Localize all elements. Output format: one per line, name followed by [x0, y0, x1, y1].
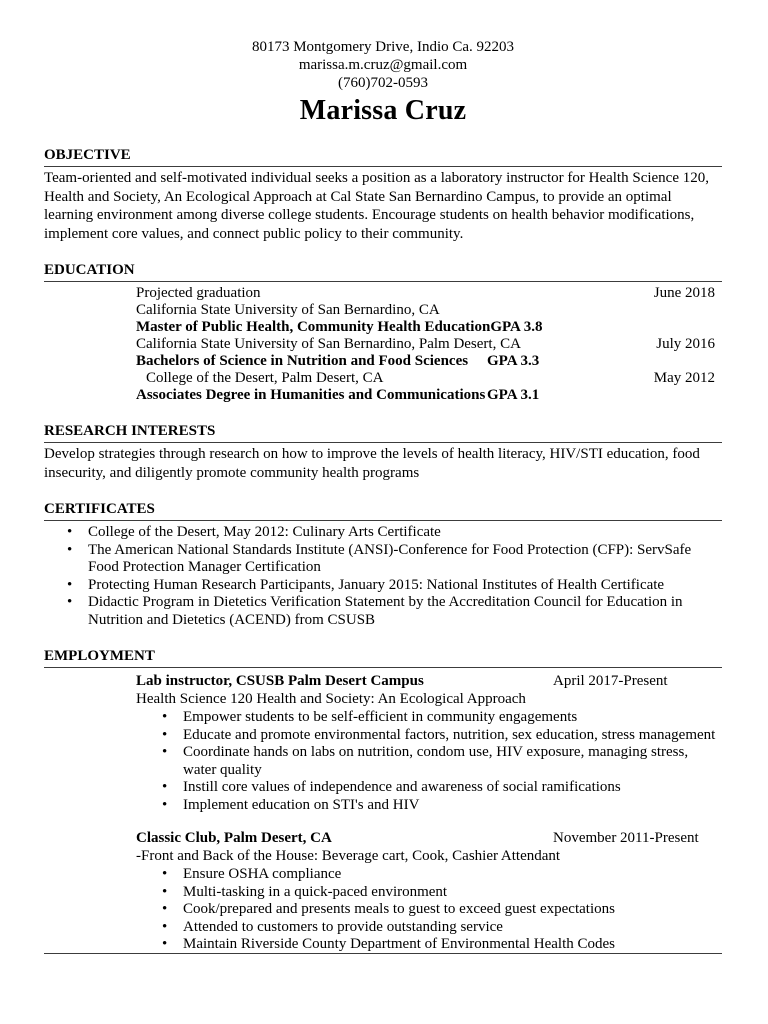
education-entry-text: Projected graduation	[136, 285, 261, 301]
education-degree: Master of Public Health, Community Health Education	[136, 319, 491, 335]
education-row	[136, 285, 722, 302]
job-entry	[136, 829, 722, 954]
job-title: Lab instructor, CSUSB Palm Desert Campus	[136, 673, 424, 689]
education-date: June 2018	[653, 285, 715, 301]
certificate-item: • College of the Desert, May 2012: Culinary Arts Certificate	[65, 524, 722, 542]
education-entry-text: California State University of San Bernardino, CA	[136, 302, 440, 318]
job-date: April 2017-Present	[553, 673, 668, 689]
education-date: July 2016	[656, 336, 715, 352]
certificates-heading: CERTIFICATES	[44, 500, 722, 521]
job-bullet: • Educate and promote environmental factors, nutrition, sex education, stress management	[160, 727, 722, 745]
research-interests-heading: RESEARCH INTERESTS	[44, 422, 722, 443]
job-bullet: • Implement education on STI's and HIV	[160, 797, 722, 815]
job-bullet-list	[160, 709, 722, 814]
phone-line: (760)702-0593	[338, 75, 428, 91]
education-row	[136, 302, 722, 319]
education-row	[136, 319, 722, 336]
objective-section	[44, 146, 722, 243]
job-bullet: • Multi-tasking in a quick-paced environment	[160, 884, 722, 902]
education-gpa: GPA 3.8	[490, 319, 543, 335]
education-gpa: GPA 3.3	[487, 353, 540, 369]
certificates-list	[65, 524, 722, 629]
job-subtitle: Health Science 120 Health and Society: An Ecological Approach	[136, 691, 526, 707]
job-bullet-list	[160, 866, 722, 954]
employment-section	[44, 647, 722, 954]
address-line: 80173 Montgomery Drive, Indio Ca. 92203	[251, 39, 515, 55]
job-entry	[136, 672, 722, 814]
job-bullet: • Ensure OSHA compliance	[160, 866, 722, 884]
education-heading: EDUCATION	[44, 261, 722, 282]
education-row	[136, 370, 722, 387]
contact-header	[44, 38, 722, 128]
education-degree: Associates Degree in Humanities and Communications	[136, 387, 486, 403]
education-entry-text: California State University of San Bernardino, Palm Desert, CA	[136, 336, 521, 352]
job-header	[136, 829, 722, 847]
education-degree: Bachelors of Science in Nutrition and Food Sciences	[136, 353, 469, 369]
certificates-section	[44, 500, 722, 629]
job-header	[136, 672, 722, 690]
education-row	[136, 336, 722, 353]
job-title: Classic Club, Palm Desert, CA	[136, 830, 332, 846]
objective-text: Team-oriented and self-motivated individual seeks a position as a laboratory instructor for Health Science 120, Health and Society, An Ecological Approach at Cal State San Bernardino Campus, to provide an optimal learning environment among diverse college students. Encourage students on health behavior modifications, implement core values, and connect public policy to their community.	[44, 170, 709, 242]
research-interests-section	[44, 422, 722, 482]
employment-heading: EMPLOYMENT	[44, 647, 722, 668]
job-bullet: • Empower students to be self-efficient in community engagements	[160, 709, 722, 727]
education-entry-text: College of the Desert, Palm Desert, CA	[146, 370, 384, 386]
person-name: Marissa Cruz	[299, 95, 467, 126]
education-gpa: GPA 3.1	[487, 387, 540, 403]
job-subtitle: -Front and Back of the House: Beverage cart, Cook, Cashier Attendant	[136, 848, 561, 864]
education-row	[136, 387, 722, 404]
education-date: May 2012	[653, 370, 715, 386]
certificate-item: • The American National Standards Institute (ANSI)-Conference for Food Protection (CFP): ServSafe Food Protection Manager Certification	[65, 542, 722, 577]
page-bottom-rule	[44, 953, 722, 954]
certificate-item: • Didactic Program in Dietetics Verification Statement by the Accreditation Council for Education in Nutrition and Dietetics (ACEND) from CSUSB	[65, 594, 722, 629]
job-bullet: • Attended to customers to provide outstanding service	[160, 919, 722, 937]
job-bullet: • Coordinate hands on labs on nutrition, condom use, HIV exposure, managing stress, water quality	[160, 744, 722, 779]
job-bullet: • Instill core values of independence and awareness of social ramifications	[160, 779, 722, 797]
research-interests-text: Develop strategies through research on how to improve the levels of health literacy, HIV/STI education, food insecurity, and diligently promote community health programs	[44, 446, 700, 481]
education-section	[44, 261, 722, 404]
certificate-item: • Protecting Human Research Participants, January 2015: National Institutes of Health Certificate	[65, 577, 722, 595]
job-date: November 2011-Present	[553, 830, 699, 846]
education-row	[136, 353, 722, 370]
objective-heading: OBJECTIVE	[44, 146, 722, 167]
job-bullet: • Cook/prepared and presents meals to guest to exceed guest expectations	[160, 901, 722, 919]
job-bullet: • Maintain Riverside County Department of Environmental Health Codes	[160, 936, 722, 954]
email-line: marissa.m.cruz@gmail.com	[298, 57, 468, 73]
education-block	[136, 285, 722, 404]
